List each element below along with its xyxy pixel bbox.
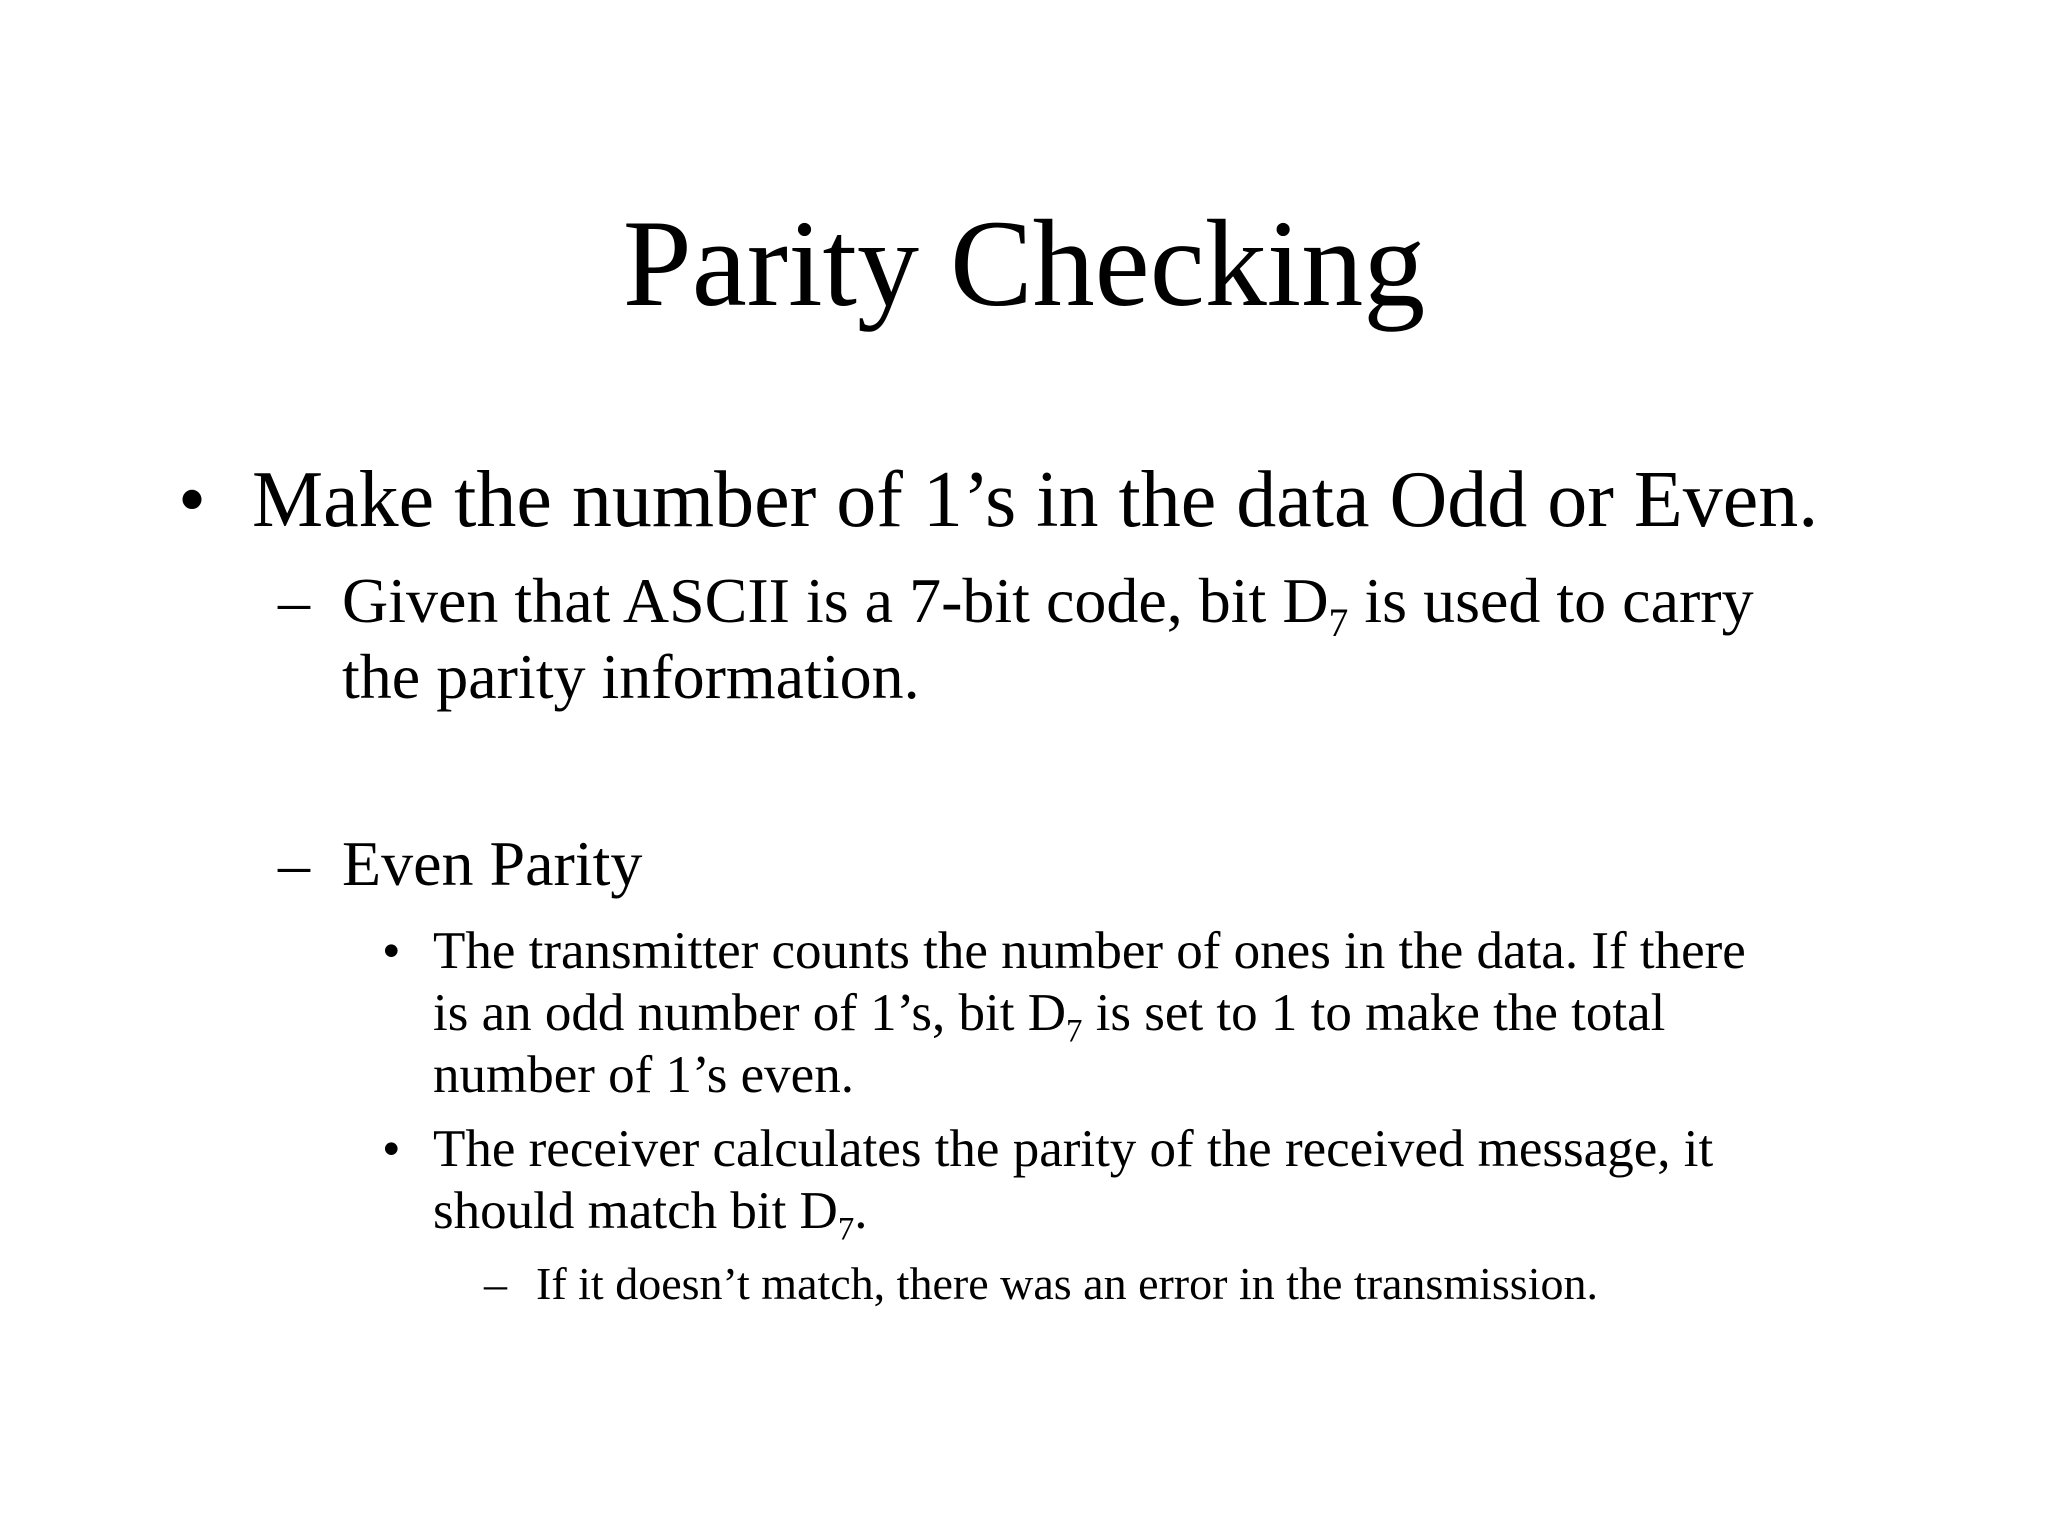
slide-title: Parity Checking — [622, 195, 1426, 332]
receiver-line-1: The receiver calculates the parity of the received message, it — [433, 1120, 1714, 1178]
ascii-parity-text-after: is used to carry — [1348, 565, 1754, 636]
dash-marker: – — [278, 565, 310, 636]
d7-subscript: 7 — [1328, 600, 1349, 645]
error-note: If it doesn’t match, there was an error in the transmission. — [536, 1258, 1598, 1309]
d7-subscript: 7 — [837, 1211, 855, 1248]
bullet-marker: • — [178, 456, 207, 544]
dash-marker: – — [278, 828, 310, 899]
dash-marker: – — [484, 1258, 507, 1309]
transmitter-text-before: is an odd number of 1’s, bit D — [433, 984, 1066, 1042]
transmitter-line-2 — [433, 982, 1666, 1050]
main-point: Make the number of 1’s in the data Odd or Even. — [252, 456, 1819, 544]
even-parity-heading: Even Parity — [342, 828, 643, 899]
transmitter-line-3: number of 1’s even. — [433, 1046, 854, 1104]
receiver-line-2 — [433, 1180, 868, 1248]
d7-subscript: 7 — [1066, 1013, 1083, 1050]
receiver-text-before: should match bit D — [433, 1182, 838, 1240]
receiver-text-after: . — [854, 1182, 868, 1240]
transmitter-text-after: is set to 1 to make the total — [1082, 984, 1666, 1042]
transmitter-line-1: The transmitter counts the number of ones in the data. If there — [433, 922, 1746, 980]
ascii-parity-line-1 — [342, 563, 1754, 645]
bullet-marker: • — [382, 922, 401, 980]
bullet-marker: • — [382, 1120, 401, 1178]
ascii-parity-text-before: Given that ASCII is a 7-bit code, bit D — [342, 565, 1329, 636]
ascii-parity-line-2: the parity information. — [342, 641, 920, 712]
